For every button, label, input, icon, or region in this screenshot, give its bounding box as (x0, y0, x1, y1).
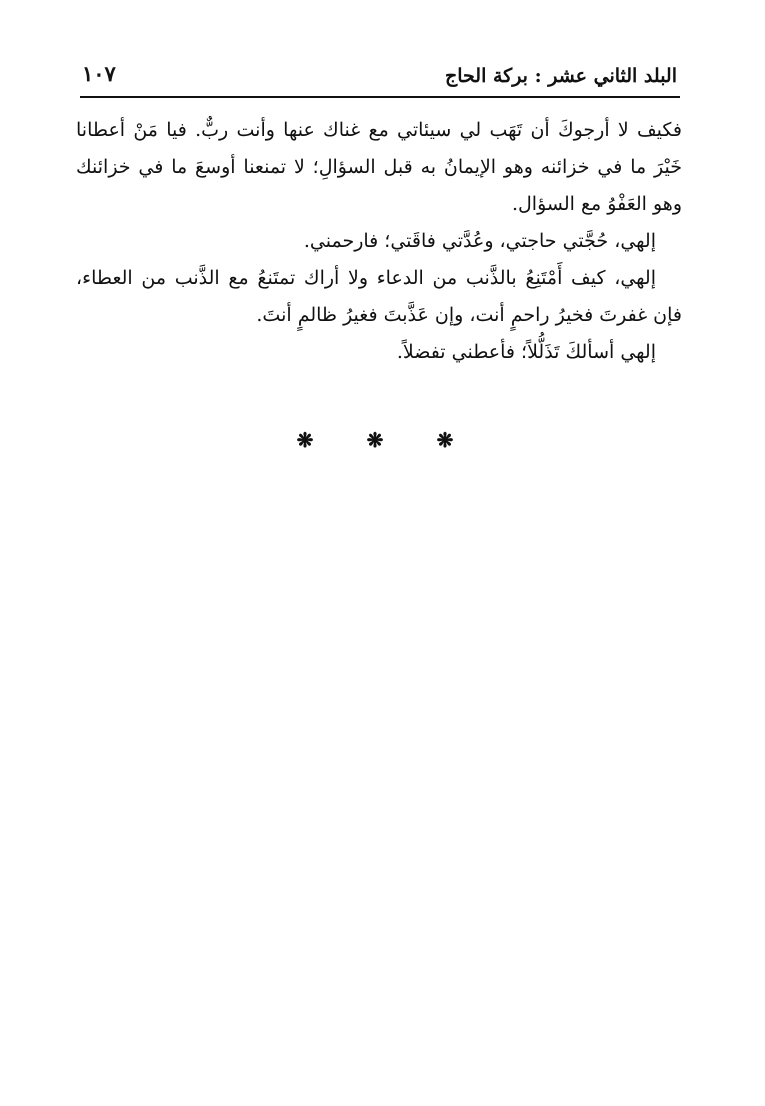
body-text (76, 112, 682, 371)
header-rule (80, 96, 680, 98)
running-title: البلد الثاني عشر : بركة الحاج (444, 65, 677, 87)
asterism-mark-1: ❋ (296, 428, 314, 452)
paragraph-2: إلهي، حُجَّتي حاجتي، وعُدَّتي فاقَتي؛ فارحمني. (303, 230, 656, 252)
section-separator (290, 426, 460, 454)
paragraph-4: إلهي أسألكَ تَذَلُّلاً؛ فأعطني تفضلاً. (396, 341, 656, 363)
paragraph-3: إلهي، كيف أَمْتَنِعُ بالذَّنب من الدعاء ولا أراك تمتَنعُ مع الذَّنب من العطاء، فإن غفرتَ فخيرُ راحمٍ أنت، وإن عَذَّبتَ فغيرُ ظالمٍ أنتَ. (76, 267, 682, 326)
asterism-mark-2: ❋ (366, 428, 384, 452)
asterism-mark-3: ❋ (436, 428, 454, 452)
paragraph-1: فكيف لا أرجوكَ أن تَهَب لي سيئاتي مع غناك عنها وأنت ربٌّ. فيا مَنْ أعطانا خَيْرَ ما في خزائنه وهو الإيمانُ به قبل السؤالِ؛ لا تمنعنا أوسعَ ما في خزائنك وهو العَفْوُ مع السؤال. (76, 119, 682, 215)
page-number: ١٠٧ (82, 61, 116, 86)
